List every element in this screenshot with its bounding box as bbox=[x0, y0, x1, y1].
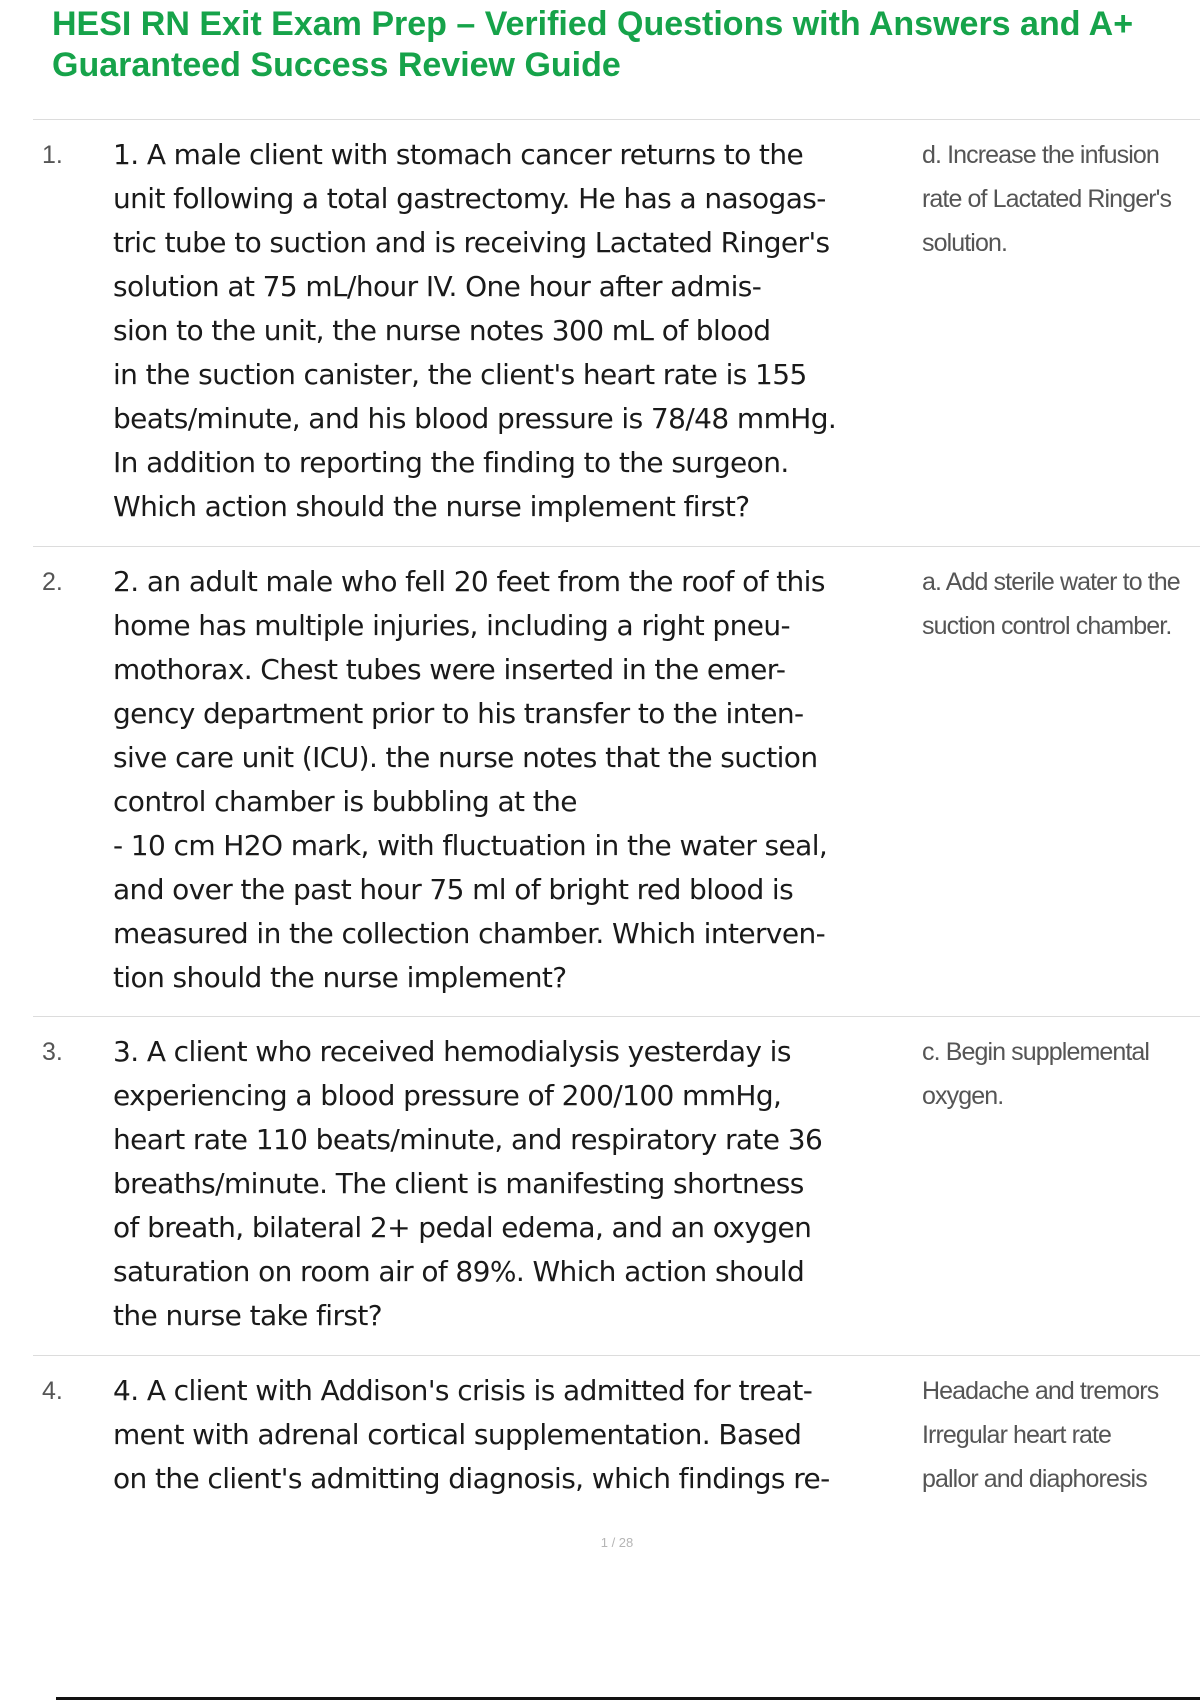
divider bbox=[33, 1355, 1200, 1356]
card-answer: d. Increase the infusion rate of Lactated Ringer's solution. bbox=[922, 141, 1172, 257]
divider bbox=[33, 1016, 1200, 1017]
card-answer: c. Begin supplemental oxygen. bbox=[922, 1038, 1150, 1110]
divider bbox=[33, 119, 1200, 120]
page-number: 1 / 28 bbox=[600, 1535, 634, 1550]
card-question: 1. A male client with stomach cancer returns to the unit following a total gastrectomy. He has a nasogas- tric tube to suction and is receiving Lactated Ringer's solution at 75 mL/hour IV. One hour after admis- sion to the unit, the nurse notes 300 mL of blood in the suction canister, the client's heart rate is 155 beats/minute, and his blood pressure is 78/48 mmHg. In addition to reporting the finding to the surgeon. Which action should the nurse implement first? bbox=[113, 138, 837, 523]
document-title: HESI RN Exit Exam Prep – Verified Questions with Answers and A+ Guaranteed Success Review Guide bbox=[52, 5, 1134, 84]
divider bbox=[33, 546, 1200, 547]
card-number: 3. bbox=[42, 1038, 63, 1066]
card-answer: a. Add sterile water to the suction control chamber. bbox=[922, 568, 1180, 640]
card-question: 4. A client with Addison's crisis is admitted for treat- ment with adrenal cortical supplementation. Based on the client's admitting diagnosis, which findings re- bbox=[113, 1374, 830, 1495]
card-number: 4. bbox=[42, 1377, 63, 1405]
card-answer: Headache and tremors Irregular heart rate pallor and diaphoresis bbox=[922, 1377, 1159, 1493]
card-number: 2. bbox=[42, 568, 63, 596]
card-number: 1. bbox=[42, 141, 63, 169]
card-question: 3. A client who received hemodialysis yesterday is experiencing a blood pressure of 200/100 mmHg, heart rate 110 beats/minute, and respiratory rate 36 breaths/minute. The client is manifesting shortness of breath, bilateral 2+ pedal edema, and an oxygen saturation on room air of 89%. Which action should the nurse take first? bbox=[113, 1035, 823, 1332]
card-question: 2. an adult male who fell 20 feet from the roof of this home has multiple injuries, including a right pneu- mothorax. Chest tubes were inserted in the emer- gency department prior to his transfer to the inten- sive care unit (ICU). the nurse notes that the suction control chamber is bubbling at the - 10 cm H2O mark, with fluctuation in the water seal, and over the past hour 75 ml of bright red blood is measured in the collection chamber. Which interven- tion should the nurse implement? bbox=[113, 565, 828, 994]
